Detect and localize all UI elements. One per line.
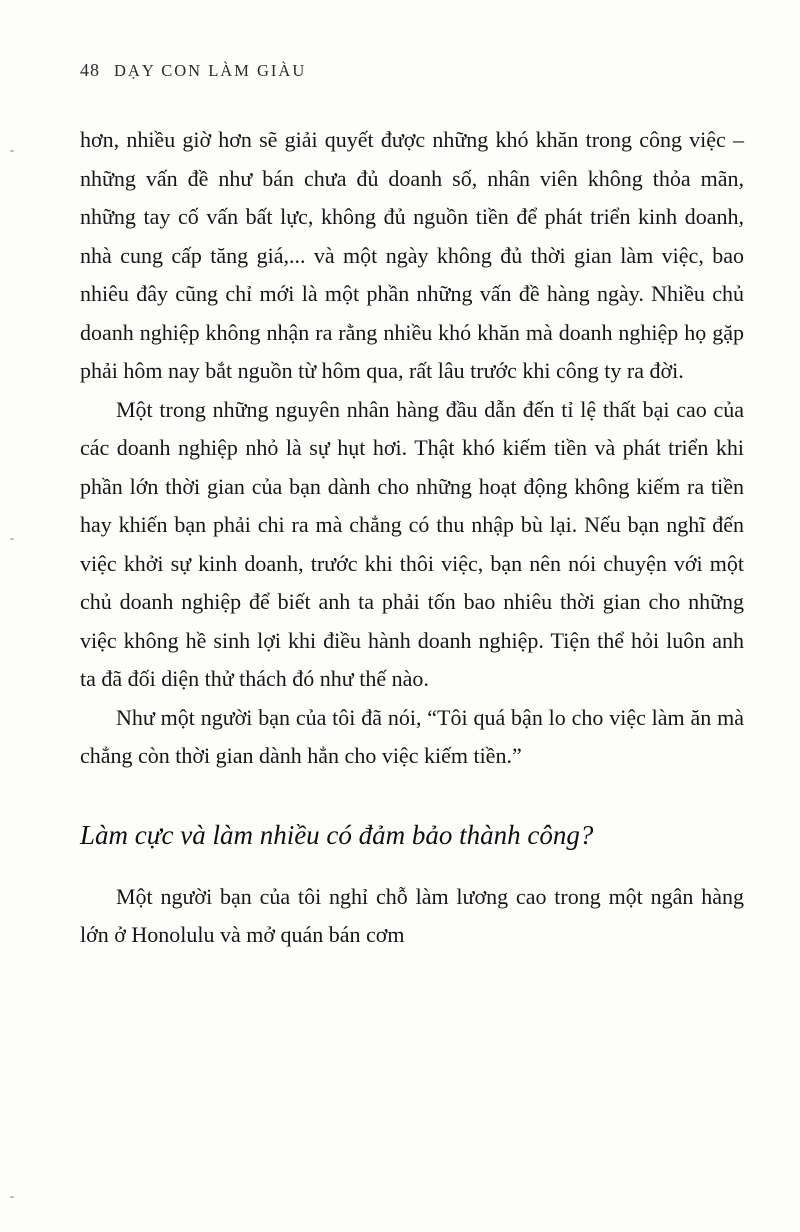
section-heading: Làm cực và làm nhiều có đảm bảo thành công? <box>80 819 594 850</box>
scan-artifact <box>10 538 14 540</box>
scan-artifact <box>10 150 14 152</box>
paragraph: Một người bạn của tôi nghỉ chỗ làm lương cao trong một ngân hàng lớn ở Honolulu và mở quán bán cơm <box>80 883 744 947</box>
paragraph-continuation: hơn, nhiều giờ hơn sẽ giải quyết được những khó khăn trong công việc – những vấn đề như bán chưa đủ doanh số, nhân viên không thỏa mãn, những tay cố vấn bất lực, không đủ nguồn tiền để phát triển kinh doanh, nhà cung cấp tăng giá,... và một ngày không đủ thời gian làm việc, bao nhiêu đây cũng chỉ mới là một phần những vấn đề hàng ngày. Nhiều chủ doanh nghiệp không nhận ra rằng nhiều khó khăn mà doanh nghiệp họ gặp phải hôm nay bắt nguồn từ hôm qua, rất lâu trước khi công ty ra đời. <box>80 127 744 383</box>
scan-artifact <box>10 1196 14 1198</box>
paragraph: Như một người bạn của tôi đã nói, “Tôi quá bận lo cho việc làm ăn mà chẳng còn thời gian dành hẳn cho việc kiếm tiền.” <box>80 704 744 768</box>
page-body <box>80 121 744 955</box>
page-number: 48 <box>80 60 100 80</box>
paragraph: Một trong những nguyên nhân hàng đầu dẫn đến tỉ lệ thất bại cao của các doanh nghiệp nhỏ là sự hụt hơi. Thật khó kiếm tiền và phát triển khi phần lớn thời gian của bạn dành cho những hoạt động không kiếm ra tiền hay khiến bạn phải chi ra mà chẳng có thu nhập bù lại. Nếu bạn nghĩ đến việc khởi sự kinh doanh, trước khi thôi việc, bạn nên nói chuyện với một chủ doanh nghiệp để biết anh ta phải tốn bao nhiêu thời gian cho những việc không hề sinh lợi khi điều hành doanh nghiệp. Tiện thể hỏi luôn anh ta đã đối diện thử thách đó như thế nào. <box>80 396 744 691</box>
running-title: DẠY CON LÀM GIÀU <box>114 61 307 80</box>
page-header <box>80 60 744 81</box>
